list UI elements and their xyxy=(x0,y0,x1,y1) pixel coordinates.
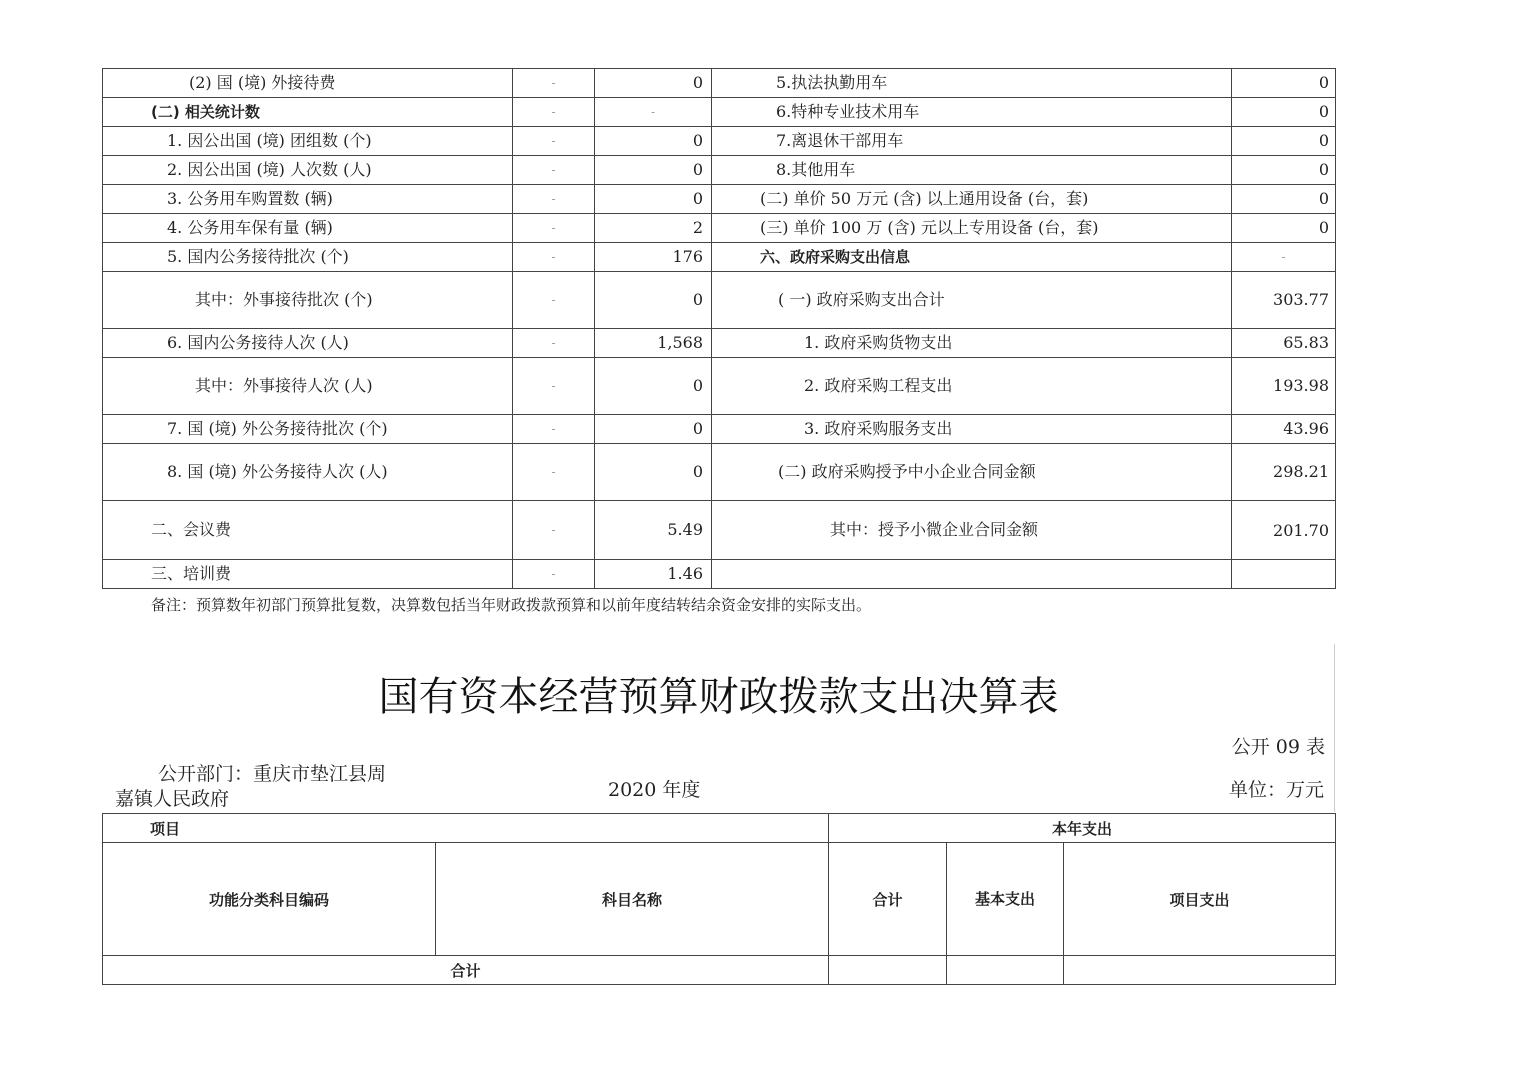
row-label: 二、会议费 xyxy=(103,501,513,560)
form-code: 公开 09 表 xyxy=(1231,736,1325,758)
actual-value: - xyxy=(595,98,712,127)
budget-value: - xyxy=(513,272,595,329)
table-row xyxy=(103,243,1336,272)
amount-value: 65.83 xyxy=(1232,329,1336,358)
row-label: 2. 因公出国 (境) 人次数 (人) xyxy=(103,156,513,185)
row-label: 其中：授予小微企业合同金额 xyxy=(712,501,1232,560)
total-row xyxy=(103,956,1336,985)
expense-statistics-table xyxy=(102,68,1336,589)
budget-value: - xyxy=(513,127,595,156)
table-row xyxy=(103,501,1336,560)
row-label: 其中：外事接待批次 (个) xyxy=(103,272,513,329)
empty-cell xyxy=(1232,560,1336,589)
unit-label: 单位：万元 xyxy=(1228,779,1324,801)
row-label: 4. 公务用车保有量 (辆) xyxy=(103,214,513,243)
state-capital-budget-table xyxy=(102,813,1336,985)
fiscal-year: 2020 年度 xyxy=(608,779,701,801)
amount-value: - xyxy=(1232,243,1336,272)
actual-value: 0 xyxy=(595,185,712,214)
row-label: 2. 政府采购工程支出 xyxy=(712,358,1232,415)
table-row xyxy=(103,560,1336,589)
budget-value: - xyxy=(513,214,595,243)
budget-value: - xyxy=(513,444,595,501)
page-title: 国有资本经营预算财政拨款支出决算表 xyxy=(378,674,1059,720)
amount-value: 43.96 xyxy=(1232,415,1336,444)
table-row xyxy=(103,127,1336,156)
department-line-2: 嘉镇人民政府 xyxy=(115,788,230,810)
row-label: 8.其他用车 xyxy=(712,156,1232,185)
row-label: 三、培训费 xyxy=(103,560,513,589)
amount-value: 0 xyxy=(1232,127,1336,156)
section-heading: (二) 相关统计数 xyxy=(103,98,513,127)
row-label: 3. 政府采购服务支出 xyxy=(712,415,1232,444)
col-subject-name: 科目名称 xyxy=(436,843,829,956)
row-label: 1. 因公出国 (境) 团组数 (个) xyxy=(103,127,513,156)
actual-value: 0 xyxy=(595,415,712,444)
budget-value: - xyxy=(513,69,595,98)
budget-value: - xyxy=(513,156,595,185)
actual-value: 0 xyxy=(595,69,712,98)
table-note: 备注：预算数年初部门预算批复数，决算数包括当年财政拨款预算和以前年度结转结余资金安排的实际支出。 xyxy=(151,596,872,614)
budget-value: - xyxy=(513,560,595,589)
table-row xyxy=(103,156,1336,185)
amount-value: 193.98 xyxy=(1232,358,1336,415)
table-row xyxy=(103,214,1336,243)
actual-value: 0 xyxy=(595,127,712,156)
amount-value: 298.21 xyxy=(1232,444,1336,501)
row-label: 7.离退休干部用车 xyxy=(712,127,1232,156)
total-label: 合计 xyxy=(103,956,829,985)
actual-value: 1,568 xyxy=(595,329,712,358)
row-label: 6. 国内公务接待人次 (人) xyxy=(103,329,513,358)
amount-value: 201.70 xyxy=(1232,501,1336,560)
actual-value: 176 xyxy=(595,243,712,272)
empty-cell xyxy=(712,560,1232,589)
row-label: 5.执法执勤用车 xyxy=(712,69,1232,98)
col-project-expense: 项目支出 xyxy=(1064,843,1336,956)
row-label: 5. 国内公务接待批次 (个) xyxy=(103,243,513,272)
table-row xyxy=(103,415,1336,444)
row-label: 3. 公务用车购置数 (辆) xyxy=(103,185,513,214)
col-total: 合计 xyxy=(829,843,947,956)
budget-value: - xyxy=(513,329,595,358)
amount-value: 0 xyxy=(1232,98,1336,127)
year-expense-header: 本年支出 xyxy=(829,814,1336,843)
actual-value: 1.46 xyxy=(595,560,712,589)
col-function-code: 功能分类科目编码 xyxy=(103,843,436,956)
row-label: 7. 国 (境) 外公务接待批次 (个) xyxy=(103,415,513,444)
row-label: 8. 国 (境) 外公务接待人次 (人) xyxy=(103,444,513,501)
table-row xyxy=(103,185,1336,214)
row-label: ( 一) 政府采购支出合计 xyxy=(712,272,1232,329)
row-label: 6.特种专业技术用车 xyxy=(712,98,1232,127)
basic-value xyxy=(947,956,1064,985)
table-row xyxy=(103,444,1336,501)
actual-value: 0 xyxy=(595,358,712,415)
row-label: 1. 政府采购货物支出 xyxy=(712,329,1232,358)
amount-value: 0 xyxy=(1232,185,1336,214)
row-label: (二) 单价 50 万元 (含) 以上通用设备 (台，套) xyxy=(712,185,1232,214)
amount-value: 0 xyxy=(1232,214,1336,243)
total-value xyxy=(829,956,947,985)
table-row xyxy=(103,272,1336,329)
budget-value: - xyxy=(513,98,595,127)
table-row xyxy=(103,358,1336,415)
department-label xyxy=(115,762,435,812)
budget-value: - xyxy=(513,243,595,272)
row-label: (2) 国 (境) 外接待费 xyxy=(103,69,513,98)
amount-value: 0 xyxy=(1232,69,1336,98)
actual-value: 2 xyxy=(595,214,712,243)
actual-value: 5.49 xyxy=(595,501,712,560)
section-heading: 六、政府采购支出信息 xyxy=(712,243,1232,272)
col-basic-expense: 基本支出 xyxy=(947,843,1064,956)
department-line-1: 公开部门：重庆市垫江县周 xyxy=(158,763,387,785)
actual-value: 0 xyxy=(595,444,712,501)
actual-value: 0 xyxy=(595,272,712,329)
budget-value: - xyxy=(513,415,595,444)
row-label: (三) 单价 100 万 (含) 元以上专用设备 (台，套) xyxy=(712,214,1232,243)
table-row xyxy=(103,69,1336,98)
project-value xyxy=(1064,956,1336,985)
budget-value: - xyxy=(513,185,595,214)
budget-value: - xyxy=(513,501,595,560)
header-row xyxy=(103,843,1336,956)
budget-value: - xyxy=(513,358,595,415)
table-row xyxy=(103,98,1336,127)
row-label: 其中：外事接待人次 (人) xyxy=(103,358,513,415)
project-header: 项目 xyxy=(103,814,829,843)
header-row xyxy=(103,814,1336,843)
amount-value: 303.77 xyxy=(1232,272,1336,329)
row-label: (二) 政府采购授予中小企业合同金额 xyxy=(712,444,1232,501)
actual-value: 0 xyxy=(595,156,712,185)
amount-value: 0 xyxy=(1232,156,1336,185)
table-row xyxy=(103,329,1336,358)
